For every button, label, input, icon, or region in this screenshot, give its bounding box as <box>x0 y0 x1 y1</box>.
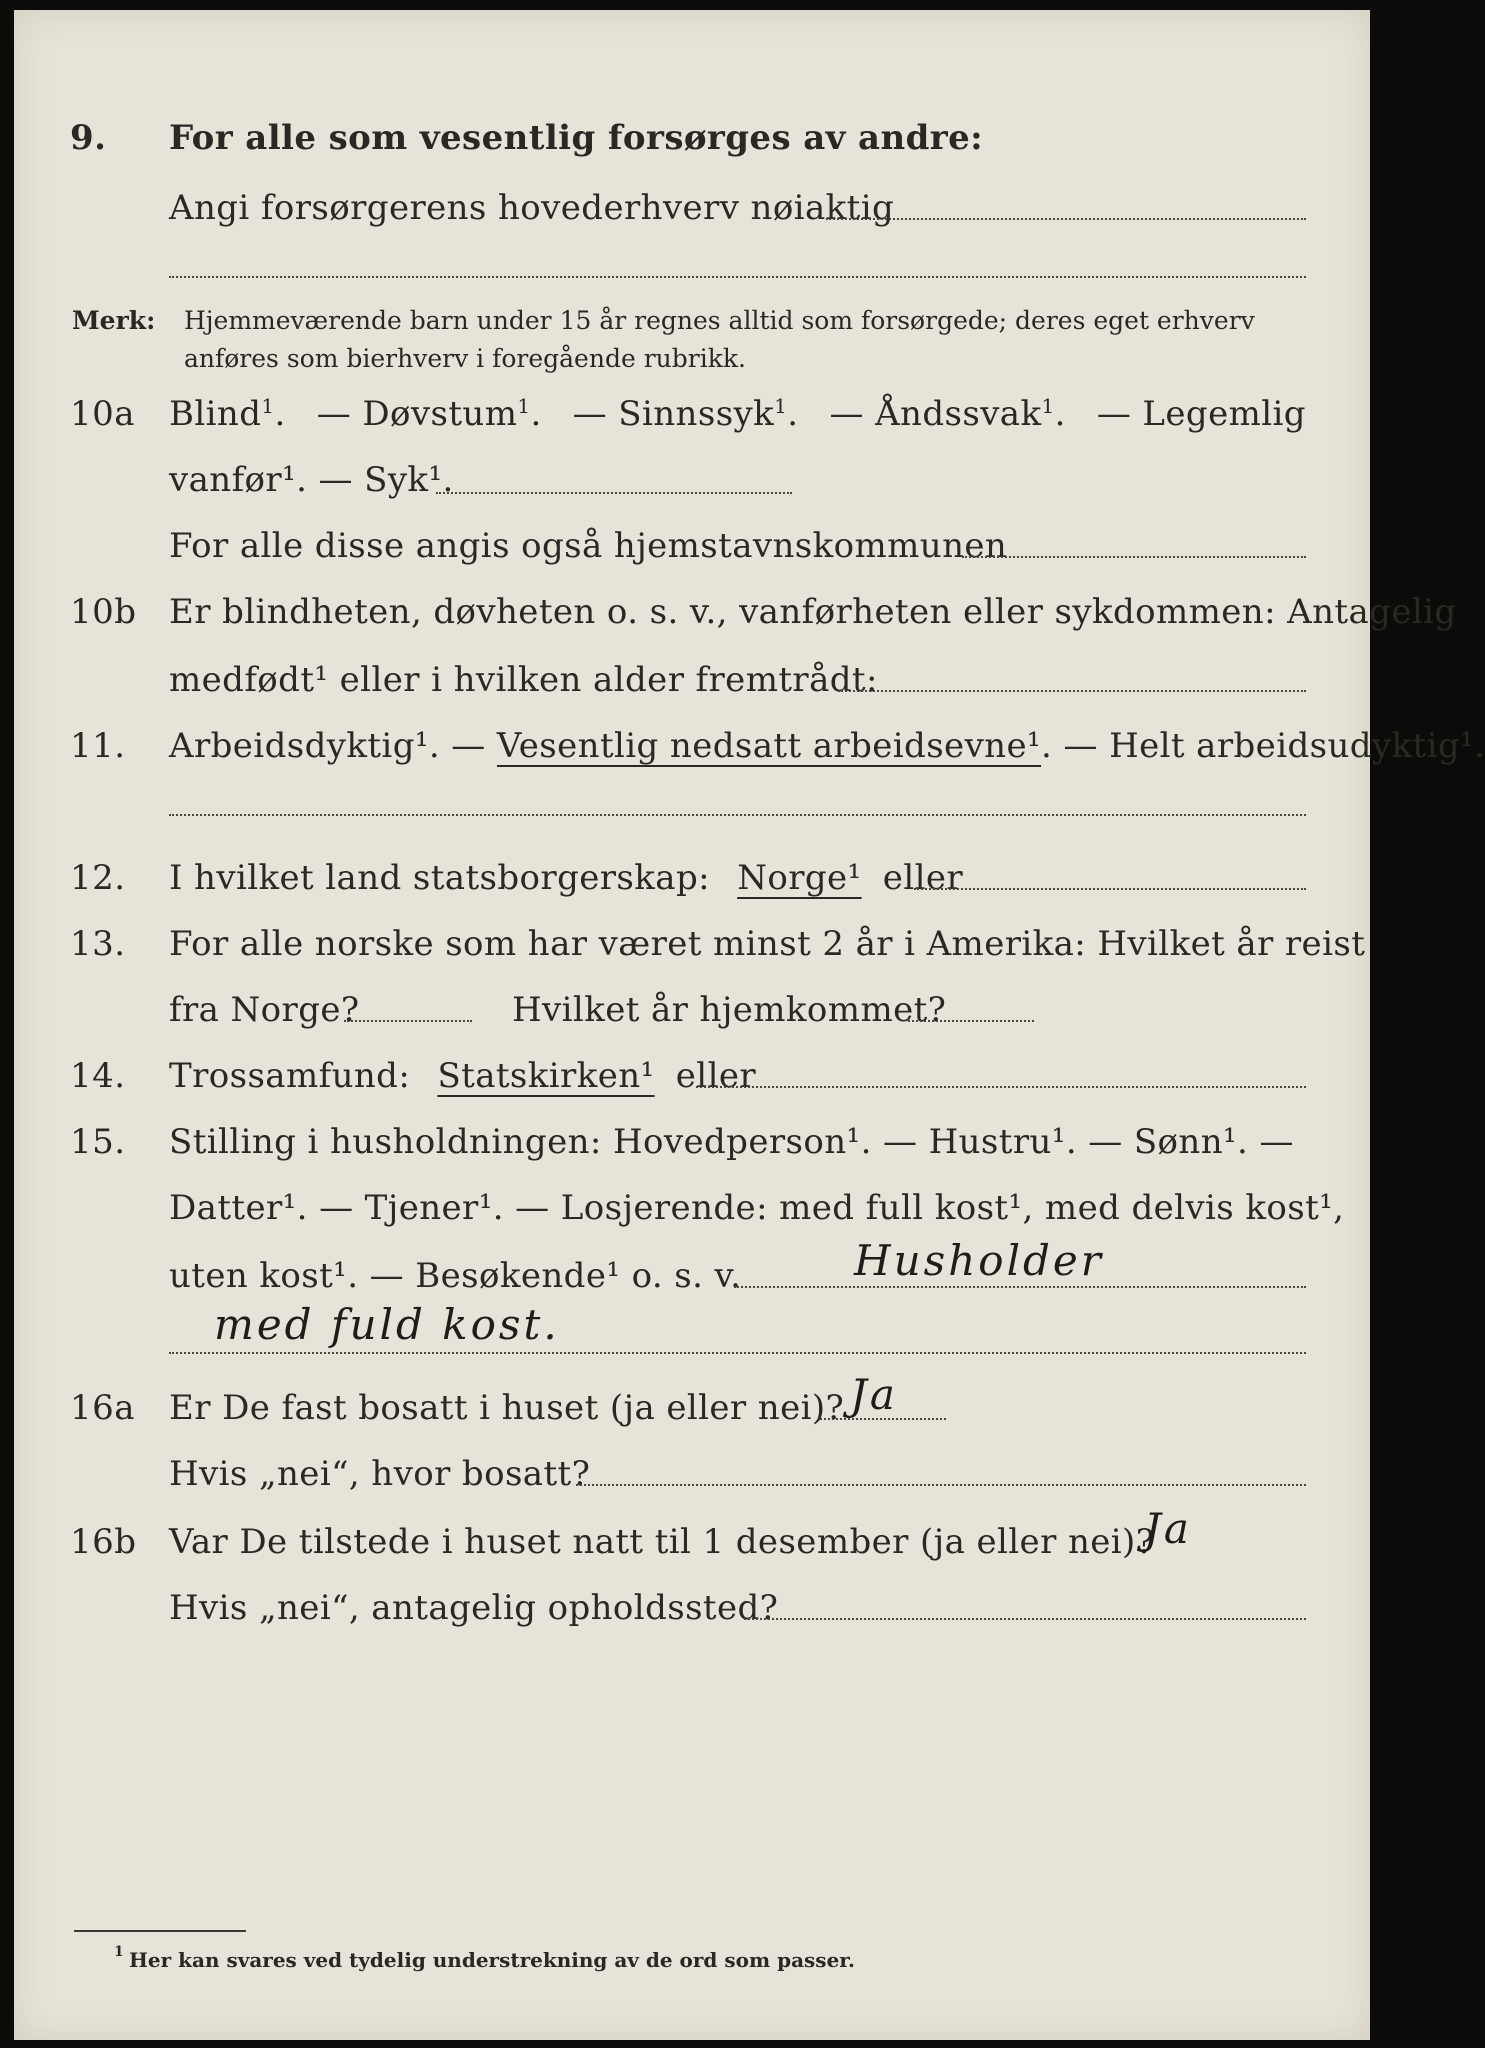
q14-suffix: eller <box>675 1056 757 1096</box>
q15-line-3: uten kost¹. — Besøkende¹ o. s. v. <box>169 1256 742 1296</box>
q16a-number: 16a <box>70 1388 136 1428</box>
q10b-line-1: Er blindheten, døvheten o. s. v., vanførheten eller sykdommen: Antagelig <box>169 592 1457 632</box>
q10a-line-1 <box>169 394 1306 434</box>
merk-line-2: anføres som bierhverv i foregående rubrikk. <box>184 344 746 373</box>
q11-part-1: Arbeidsdyktig¹. — <box>169 726 486 766</box>
footnote-marker: 1 <box>114 1944 124 1960</box>
q10a-line-3: For alle disse angis også hjemstavnskommunen <box>169 526 1008 566</box>
q9-heading: For alle som vesentlig forsørges av andre: <box>169 118 984 158</box>
q15-handwritten-answer-2: med fuld kost. <box>214 1300 560 1349</box>
footnote-rule <box>74 1930 246 1932</box>
merk-label: Merk: <box>72 306 156 335</box>
q16a-residence-line[interactable] <box>576 1484 1306 1486</box>
q14-underlined-answer: Statskirken¹ <box>437 1056 655 1096</box>
q9-occupation-line-2[interactable] <box>169 276 1306 278</box>
q16b-number: 16b <box>70 1522 137 1562</box>
q11-line <box>169 726 1485 766</box>
q10b-number: 10b <box>70 592 137 632</box>
q12-prefix: I hvilket land statsborgerskap: <box>169 858 710 898</box>
q15-line-1: Stilling i husholdningen: Hovedperson¹. — Hustru¹. — Sønn¹. — <box>169 1122 1294 1162</box>
q11-number: 11. <box>70 726 126 766</box>
q12-number: 12. <box>70 858 126 898</box>
q15-answer-line-2[interactable] <box>169 1352 1306 1354</box>
census-form-page <box>14 10 1485 2040</box>
q14-other-line[interactable] <box>696 1086 1306 1088</box>
q10b-line-2: medfødt¹ eller i hvilken alder fremtrådt: <box>169 660 878 700</box>
option-sinnssyk: — Sinnssyk$^1$. <box>572 394 799 434</box>
q12-line <box>169 858 963 898</box>
q13-departure-line[interactable] <box>344 1020 472 1022</box>
q16b-location-line[interactable] <box>744 1618 1306 1620</box>
q15-line-2: Datter¹. — Tjener¹. — Losjerende: med full kost¹, med delvis kost¹, <box>169 1188 1345 1228</box>
option-legemlig: — Legemlig <box>1096 394 1306 434</box>
q13-return-label: Hvilket år hjemkommet? <box>512 990 947 1030</box>
option-dovstum: — Døvstum$^1$. <box>316 394 542 434</box>
q16a-line-2: Hvis „nei“, hvor bosatt? <box>169 1454 591 1494</box>
q12-suffix: eller <box>882 858 964 898</box>
q11-underlined-answer: Vesentlig nedsatt arbeidsevne¹ <box>496 726 1042 766</box>
option-andssvak: — Åndssvak$^1$. <box>829 394 1066 434</box>
q16b-line-1: Var De tilstede i huset natt til 1 desember (ja eller nei)? <box>169 1522 1155 1562</box>
footnote-text: Her kan svares ved tydelig understrekning av de ord som passer. <box>129 1948 855 1972</box>
q12-underlined-answer: Norge¹ <box>737 858 862 898</box>
q13-number: 13. <box>70 924 126 964</box>
q10a-hjemstavn-line[interactable] <box>962 556 1306 558</box>
q11-part-3: . — Helt arbeidsudyktig¹. <box>1041 726 1485 766</box>
option-blind: Blind$^1$. <box>169 394 286 434</box>
merk-line-1: Hjemmeværende barn under 15 år regnes alltid som forsørgede; deres eget erhverv <box>184 306 1255 335</box>
q14-line <box>169 1056 756 1096</box>
q13-departure-label: fra Norge? <box>169 990 360 1030</box>
q16a-handwritten-answer: Ja <box>850 1370 898 1419</box>
q15-handwritten-answer-1: Husholder <box>854 1236 1104 1285</box>
q9-number: 9. <box>70 118 107 158</box>
q10a-line-2: vanfør¹. — Syk¹. <box>169 460 454 500</box>
q14-number: 14. <box>70 1056 126 1096</box>
q14-prefix: Trossamfund: <box>169 1056 411 1096</box>
q16b-handwritten-answer: Ja <box>1144 1504 1192 1553</box>
q15-number: 15. <box>70 1122 126 1162</box>
q10b-answer-line[interactable] <box>838 690 1306 692</box>
q16b-line-2: Hvis „nei“, antagelig opholdssted? <box>169 1588 779 1628</box>
q16a-line-1: Er De fast bosatt i huset (ja eller nei)? <box>169 1388 845 1428</box>
q9-occupation-line[interactable] <box>826 218 1306 220</box>
q10a-syk-line[interactable] <box>436 492 792 494</box>
q9-occupation-label: Angi forsørgerens hovederhverv nøiaktig <box>169 188 895 228</box>
q10a-number: 10a <box>70 394 136 434</box>
q11-answer-line[interactable] <box>169 814 1306 816</box>
q13-line-1: For alle norske som har været minst 2 år i Amerika: Hvilket år reist <box>169 924 1366 964</box>
q12-other-line[interactable] <box>914 888 1306 890</box>
q15-answer-line-1[interactable] <box>734 1286 1306 1288</box>
q13-return-line[interactable] <box>908 1020 1034 1022</box>
